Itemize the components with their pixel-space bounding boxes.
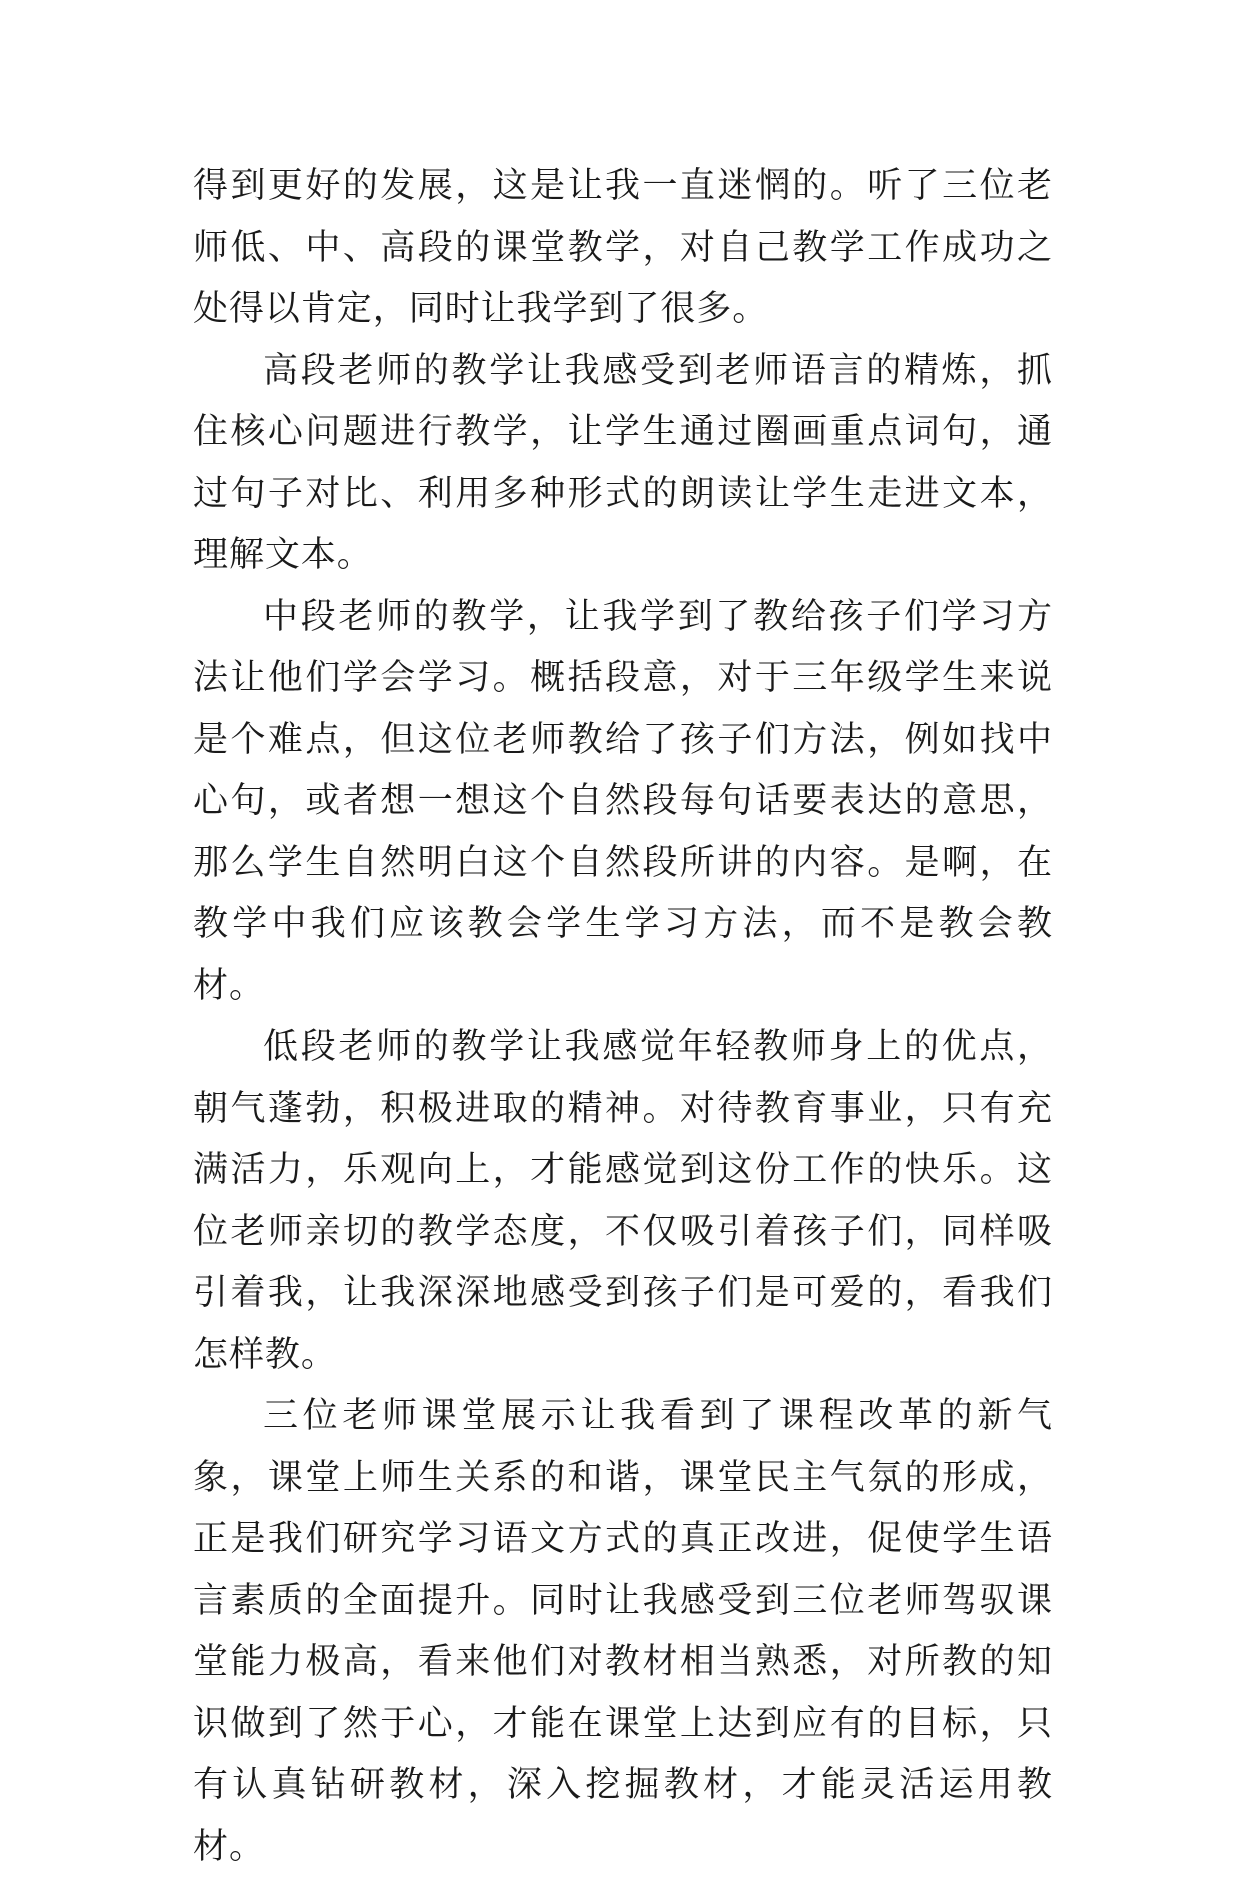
document-body bbox=[193, 156, 1053, 1878]
paragraph-continuation: 得到更好的发展，这是让我一直迷惘的。听了三位老师低、中、高段的课堂教学，对自己教学工作成功之处得以肯定，同时让我学到了很多。 bbox=[193, 166, 1053, 329]
paragraph-summary: 三位老师课堂展示让我看到了课程改革的新气象，课堂上师生关系的和谐，课堂民主气氛的形成，正是我们研究学习语文方式的真正改进，促使学生语言素质的全面提升。同时让我感受到三位老师驾驭课堂能力极高，看来他们对教材相当熟悉，对所教的知识做到了然于心，才能在课堂上达到应有的目标，只有认真钻研教材，深入挖掘教材，才能灵活运用教材。 bbox=[193, 1396, 1053, 1867]
paragraph-middle-grade-teacher: 中段老师的教学，让我学到了教给孩子们学习方法让他们学会学习。概括段意，对于三年级学生来说是个难点，但这位老师教给了孩子们方法，例如找中心句，或者想一想这个自然段每句话要表达的意思，那么学生自然明白这个自然段所讲的内容。是啊，在教学中我们应该教会学生学习方法，而不是教会教材。 bbox=[193, 596, 1053, 1006]
paragraph-junior-grade-teacher: 低段老师的教学让我感觉年轻教师身上的优点，朝气蓬勃，积极进取的精神。对待教育事业，只有充满活力，乐观向上，才能感觉到这份工作的快乐。这位老师亲切的教学态度，不仅吸引着孩子们，同样吸引着我，让我深深地感受到孩子们是可爱的，看我们怎样教。 bbox=[193, 1027, 1053, 1375]
paragraph-senior-grade-teacher: 高段老师的教学让我感受到老师语言的精炼，抓住核心问题进行教学，让学生通过圈画重点词句，通过句子对比、利用多种形式的朗读让学生走进文本，理解文本。 bbox=[193, 350, 1053, 575]
